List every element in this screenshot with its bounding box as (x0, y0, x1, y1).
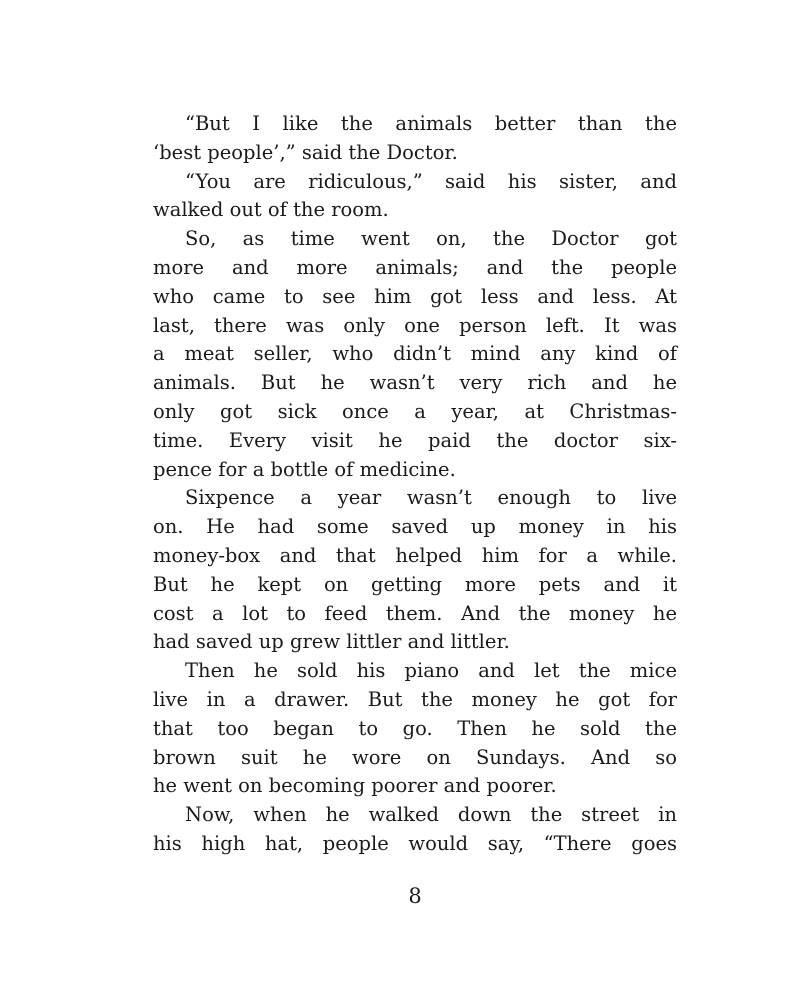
text-line: animals. But he wasn’t very rich and he (153, 371, 677, 395)
text-line: live in a drawer. But the money he got for (153, 687, 677, 711)
text-line: time. Every visit he paid the doctor six- (153, 428, 677, 452)
text-line: a meat seller, who didn’t mind any kind of (153, 342, 677, 366)
text-line: “But I like the animals better than the (185, 112, 677, 135)
body-text (153, 110, 677, 859)
text-line: who came to see him got less and less. At (153, 284, 677, 308)
text-line: Then he sold his piano and let the mice (185, 659, 677, 683)
text-line: cost a lot to feed them. And the money he (153, 601, 677, 625)
text-line: more and more animals; and the people (153, 255, 677, 279)
text-line: “You are ridiculous,” said his sister, and (185, 169, 677, 193)
text-line: Sixpence a year wasn’t enough to live (185, 486, 677, 510)
text-line: had saved up grew littler and littler. (153, 630, 510, 654)
text-line: that too began to go. Then he sold the (153, 716, 677, 740)
text-line: on. He had some saved up money in his (153, 515, 677, 539)
text-line: Now, when he walked down the street in (185, 803, 677, 827)
text-line: brown suit he wore on Sundays. And so (153, 745, 677, 769)
text-line: last, there was only one person left. It was (153, 313, 677, 337)
text-line: his high hat, people would say, “There goes (153, 831, 677, 855)
text-line: So, as time went on, the Doctor got (185, 227, 677, 251)
text-line: pence for a bottle of medicine. (153, 457, 456, 481)
text-line: walked out of the room. (153, 198, 389, 222)
page-number: 8 (408, 884, 422, 908)
text-line: But he kept on getting more pets and it (153, 572, 677, 596)
text-line: he went on becoming poorer and poorer. (153, 774, 557, 798)
text-line: only got sick once a year, at Christmas- (153, 399, 677, 423)
text-line: ‘best people’,” said the Doctor. (153, 140, 458, 164)
text-line: money-box and that helped him for a while. (153, 543, 677, 567)
